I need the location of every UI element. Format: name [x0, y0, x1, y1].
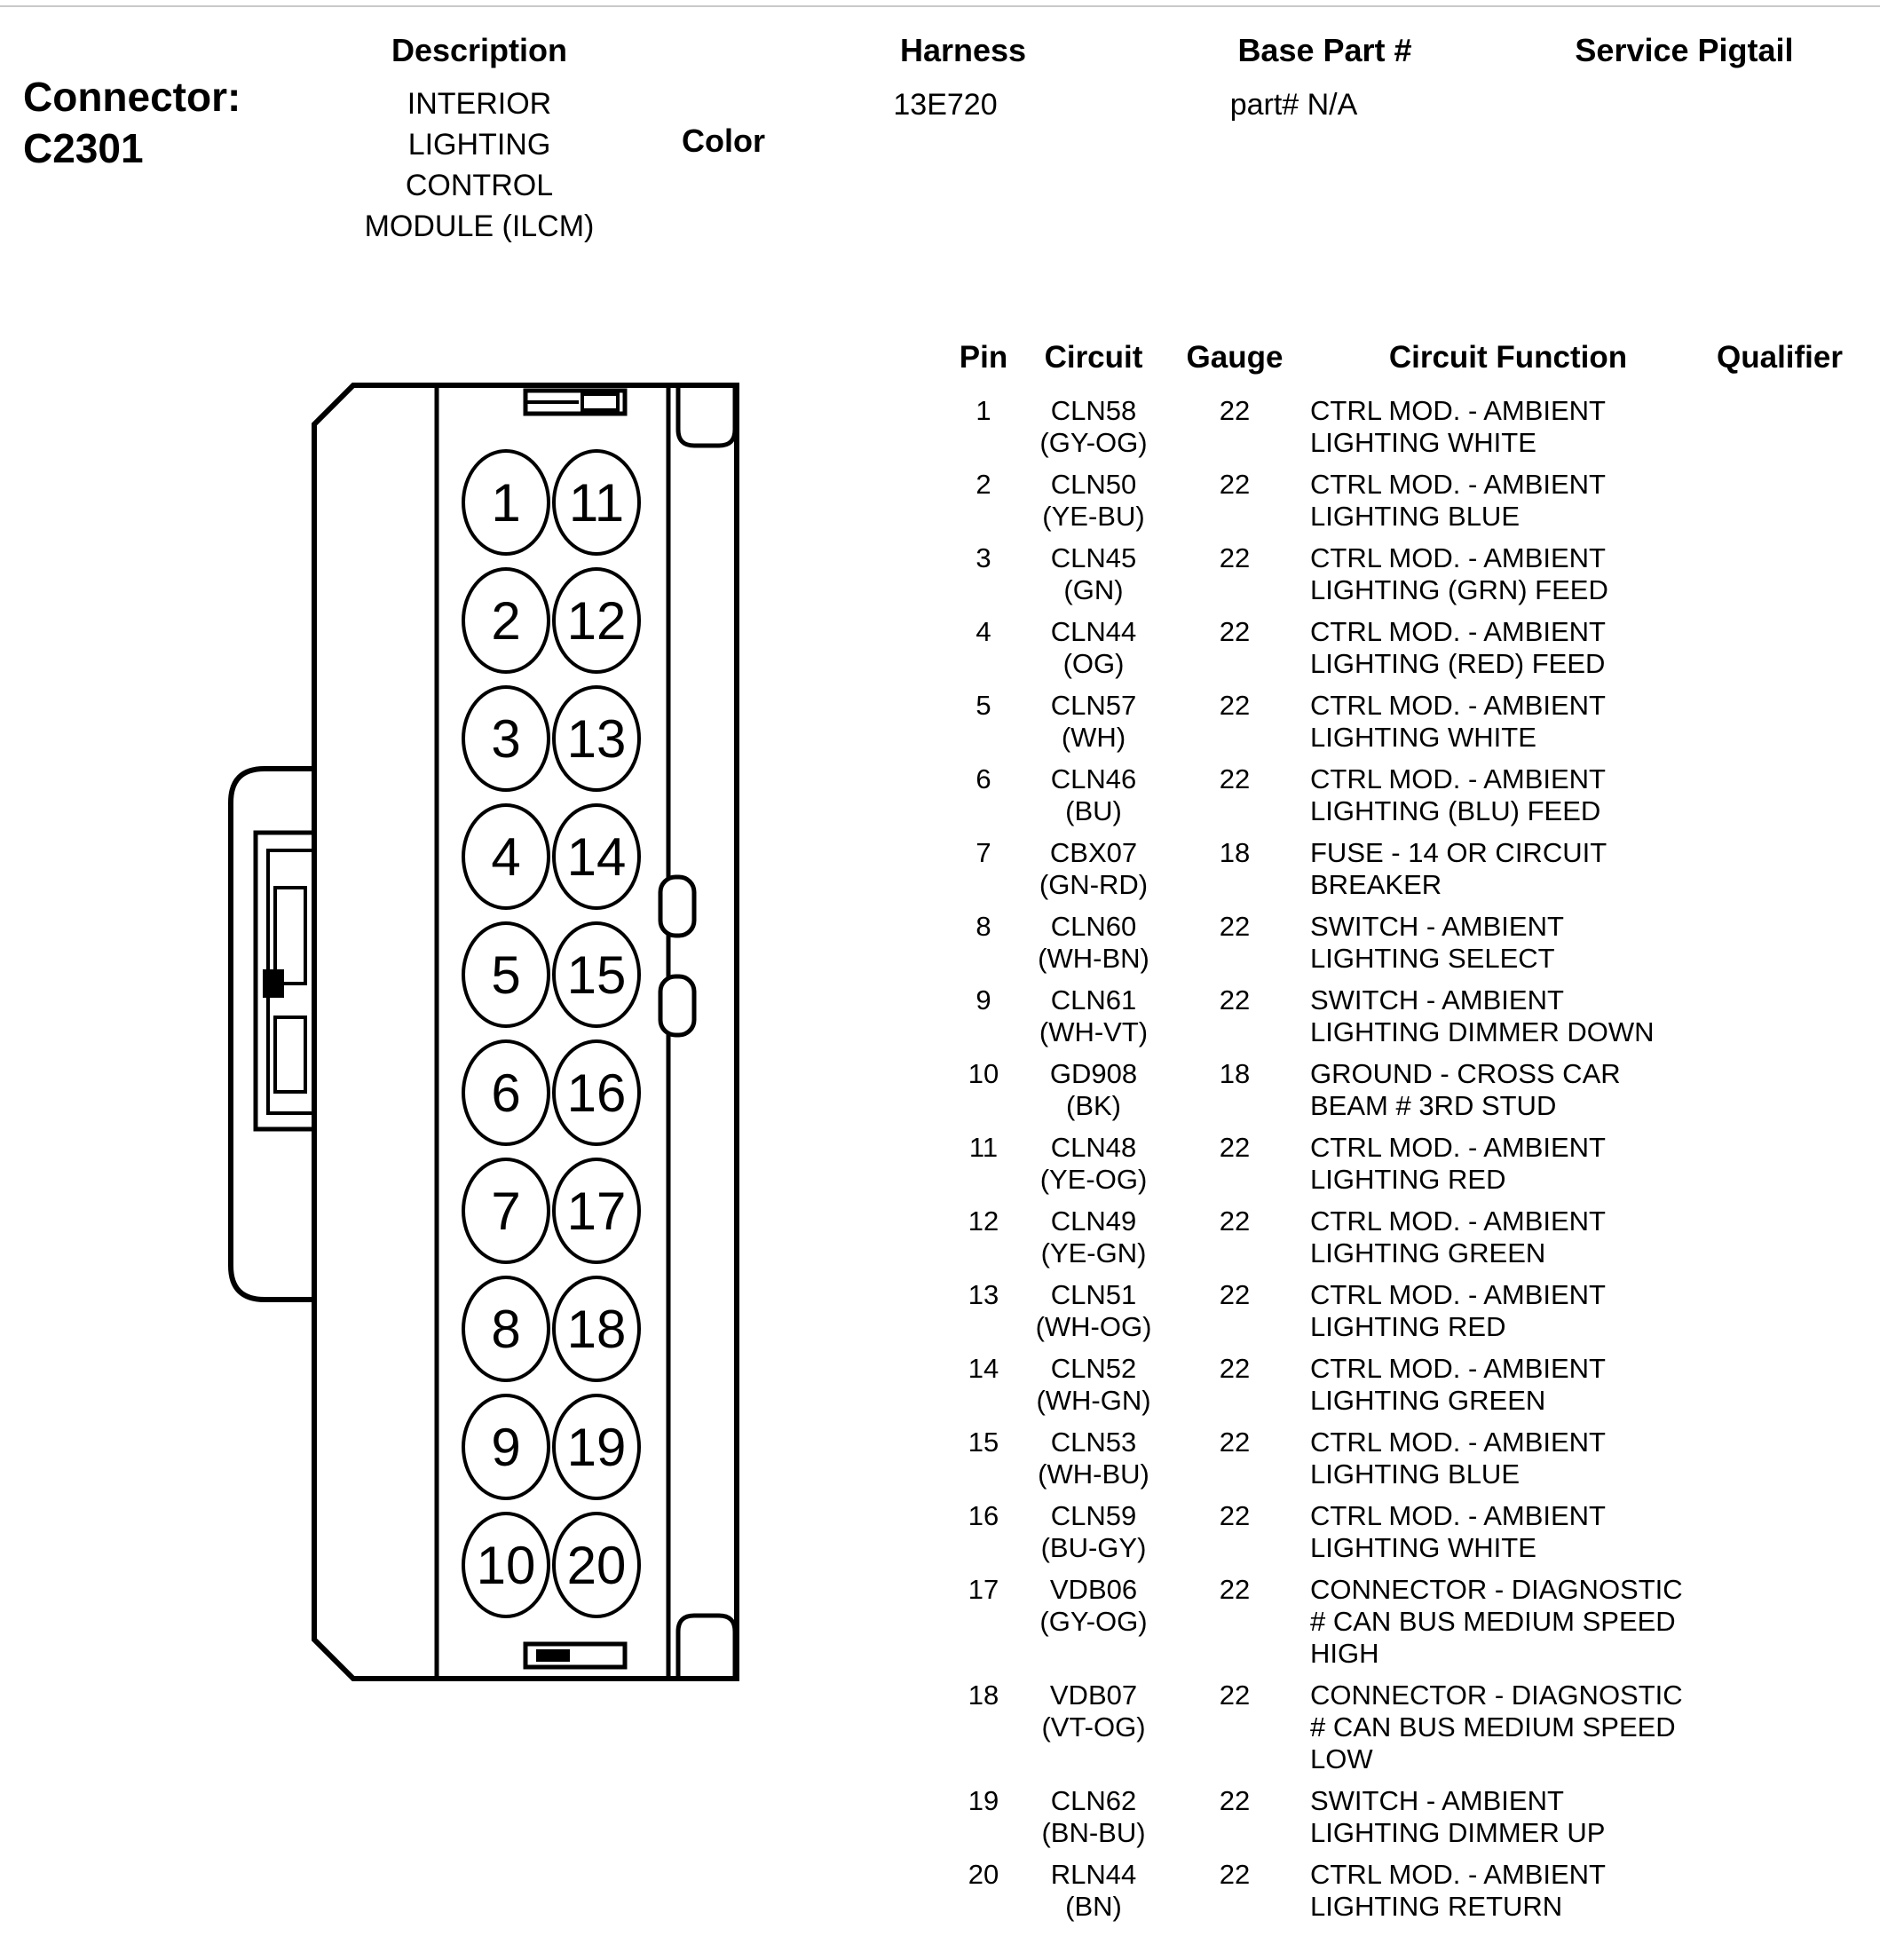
circuit-function-column-header: Circuit Function: [1388, 340, 1628, 375]
gauge-value: 22: [1219, 1279, 1251, 1310]
wire-color: (WH): [1061, 722, 1126, 753]
gauge-value: 22: [1219, 469, 1251, 500]
gauge-column-header: Gauge: [1186, 340, 1284, 375]
gauge-value: 22: [1219, 984, 1251, 1016]
circuit-cell: [1017, 616, 1170, 680]
circuit-function-cell: [1299, 1132, 1717, 1196]
pin-number: 6: [976, 763, 991, 794]
pin-number-label: 5: [491, 945, 521, 1005]
circuit-code: CLN52: [1050, 1353, 1137, 1384]
table-row: [950, 1353, 1846, 1427]
circuit-function-cell: [1299, 984, 1717, 1048]
wire-color: (YE-OG): [1039, 1164, 1148, 1195]
circuit-cell: [1017, 1500, 1170, 1564]
qualifier-value: [1717, 542, 1837, 606]
table-row: [950, 542, 1846, 616]
circuit-cell: [1017, 395, 1170, 459]
circuit-function-cell: [1299, 616, 1717, 680]
circuit-code: CLN62: [1050, 1785, 1137, 1816]
wire-color: (WH-VT): [1039, 1016, 1149, 1047]
circuit-function-cell: [1299, 469, 1717, 533]
harness-value: 13E720: [893, 88, 998, 122]
wire-color: (BN): [1065, 1891, 1122, 1922]
table-row: [950, 837, 1846, 911]
qualifier-value: [1717, 1058, 1837, 1122]
table-row: [950, 1500, 1846, 1574]
circuit-code: CLN58: [1050, 395, 1137, 426]
circuit-function-cell: [1299, 1279, 1717, 1343]
table-row: [950, 911, 1846, 984]
pin-number: 18: [968, 1679, 999, 1711]
circuit-code: CLN59: [1050, 1500, 1137, 1531]
circuit-cell: [1017, 984, 1170, 1048]
circuit-function-text: CTRL MOD. - AMBIENT LIGHTING BLUE: [1310, 469, 1606, 532]
circuit-cell: [1017, 1859, 1170, 1923]
table-row: [950, 1205, 1846, 1279]
gauge-value: 18: [1219, 837, 1251, 868]
pin-number-label: 1: [491, 473, 521, 533]
gauge-value: 22: [1219, 1427, 1251, 1458]
gauge-value: 22: [1219, 1353, 1251, 1384]
circuit-cell: [1017, 1427, 1170, 1490]
qualifier-value: [1717, 1279, 1837, 1343]
wire-color: (WH-OG): [1035, 1311, 1152, 1342]
pin-number-label: 8: [491, 1300, 521, 1359]
circuit-function-text: CTRL MOD. - AMBIENT LIGHTING RETURN: [1310, 1859, 1606, 1922]
wire-color: (YE-GN): [1040, 1237, 1147, 1268]
pin-number: 17: [968, 1574, 999, 1605]
circuit-function-cell: [1299, 1353, 1717, 1417]
wire-color: (GN-RD): [1039, 869, 1149, 900]
gauge-value: 22: [1219, 1859, 1251, 1890]
table-row: [950, 1785, 1846, 1859]
circuit-code: CBX07: [1049, 837, 1138, 868]
table-row: [950, 1859, 1846, 1932]
wire-color: (OG): [1062, 648, 1125, 679]
qualifier-value: [1717, 1679, 1837, 1775]
circuit-function-text: CTRL MOD. - AMBIENT LIGHTING WHITE: [1310, 690, 1606, 753]
circuit-code: CLN53: [1050, 1427, 1137, 1458]
gauge-value: 22: [1219, 690, 1251, 721]
connector-id: C2301: [23, 125, 144, 171]
gauge-value: 22: [1219, 616, 1251, 647]
circuit-cell: [1017, 1353, 1170, 1417]
pin-number: 20: [968, 1859, 999, 1890]
qualifier-value: [1717, 616, 1837, 680]
circuit-cell: [1017, 1785, 1170, 1849]
service-pigtail-column-header: Service Pigtail: [1575, 32, 1794, 68]
circuit-cell: [1017, 542, 1170, 606]
wire-color: (GY-OG): [1039, 427, 1148, 458]
circuit-code: GD908: [1049, 1058, 1138, 1089]
qualifier-value: [1717, 1859, 1837, 1923]
pin-number: 13: [968, 1279, 999, 1310]
circuit-function-text: CTRL MOD. - AMBIENT LIGHTING (BLU) FEED: [1310, 763, 1606, 826]
circuit-function-text: CTRL MOD. - AMBIENT LIGHTING BLUE: [1310, 1427, 1606, 1490]
circuit-function-cell: [1299, 395, 1717, 459]
table-row: [950, 616, 1846, 690]
pin-number-label: 10: [476, 1536, 536, 1595]
circuit-code: RLN44: [1050, 1859, 1137, 1890]
wire-color: (BU-GY): [1040, 1532, 1147, 1563]
circuit-function-cell: [1299, 542, 1717, 606]
wire-color: (WH-BU): [1038, 1458, 1149, 1490]
gauge-value: 22: [1219, 763, 1251, 794]
color-column-header: Color: [682, 122, 765, 159]
latch-window-lower: [275, 1017, 305, 1092]
bottom-tab-box: [536, 1649, 570, 1662]
pin-number: 10: [968, 1058, 999, 1089]
pin-number-label: 20: [566, 1536, 627, 1595]
wire-color: (VT-OG): [1041, 1711, 1146, 1743]
pin-number: 19: [968, 1785, 999, 1816]
pinout-table: [950, 340, 1846, 1932]
pin-number: 11: [968, 1132, 999, 1163]
circuit-function-text: SWITCH - AMBIENT LIGHTING DIMMER DOWN: [1310, 984, 1655, 1047]
circuit-code: CLN49: [1050, 1205, 1137, 1237]
gauge-value: 22: [1219, 1785, 1251, 1816]
pin-table-rows: [950, 395, 1846, 1932]
table-row: [950, 1058, 1846, 1132]
circuit-code: CLN45: [1050, 542, 1137, 573]
circuit-code: CLN48: [1050, 1132, 1137, 1163]
wire-color: (GN): [1063, 574, 1124, 605]
circuit-function-cell: [1299, 1574, 1717, 1670]
pin-number-label: 18: [566, 1300, 627, 1359]
circuit-function-text: CTRL MOD. - AMBIENT LIGHTING WHITE: [1310, 395, 1606, 458]
circuit-function-cell: [1299, 1058, 1717, 1122]
circuit-function-text: SWITCH - AMBIENT LIGHTING SELECT: [1310, 911, 1564, 974]
circuit-cell: [1017, 1058, 1170, 1122]
pin-number: 12: [968, 1205, 999, 1237]
circuit-function-text: CTRL MOD. - AMBIENT LIGHTING WHITE: [1310, 1500, 1606, 1563]
pin-number-label: 4: [491, 827, 521, 887]
pin-number-label: 14: [566, 827, 627, 887]
page-top-border: [0, 5, 1880, 7]
qualifier-value: [1717, 1132, 1837, 1196]
qualifier-value: [1717, 1500, 1837, 1564]
latch-catch: [263, 969, 284, 998]
gauge-value: 22: [1219, 1500, 1251, 1531]
circuit-function-cell: [1299, 837, 1717, 901]
gauge-value: 22: [1219, 911, 1251, 942]
pin-number: 5: [976, 690, 991, 721]
circuit-code: CLN60: [1050, 911, 1137, 942]
wire-color: (BK): [1066, 1090, 1121, 1121]
table-row: [950, 1679, 1846, 1785]
gauge-value: 18: [1219, 1058, 1251, 1089]
wire-color: (BU): [1065, 795, 1122, 826]
pin-number-label: 9: [491, 1418, 521, 1477]
circuit-cell: [1017, 690, 1170, 754]
pin-number-label: 7: [491, 1182, 521, 1241]
qualifier-value: [1717, 469, 1837, 533]
qualifier-value: [1717, 1427, 1837, 1490]
table-row: [950, 984, 1846, 1058]
circuit-cell: [1017, 1679, 1170, 1775]
pin-number-label: 19: [566, 1418, 627, 1477]
circuit-function-text: CTRL MOD. - AMBIENT LIGHTING GREEN: [1310, 1353, 1606, 1416]
latch-outline: [231, 769, 314, 1300]
table-row: [950, 469, 1846, 542]
circuit-function-cell: [1299, 763, 1717, 827]
circuit-code: CLN50: [1050, 469, 1137, 500]
circuit-code: CLN51: [1050, 1279, 1137, 1310]
pin-number: 2: [976, 469, 991, 500]
circuit-function-cell: [1299, 1427, 1717, 1490]
circuit-function-text: CTRL MOD. - AMBIENT LIGHTING RED: [1310, 1279, 1606, 1342]
pin-number: 4: [976, 616, 991, 647]
circuit-cell: [1017, 1132, 1170, 1196]
circuit-cell: [1017, 911, 1170, 975]
qualifier-column-header: Qualifier: [1717, 340, 1843, 375]
qualifier-value: [1717, 690, 1837, 754]
keying-bump-lower: [660, 976, 694, 1035]
circuit-function-text: CTRL MOD. - AMBIENT LIGHTING (RED) FEED: [1310, 616, 1606, 679]
circuit-cell: [1017, 469, 1170, 533]
connector-label: Connector:: [23, 74, 241, 120]
pin-number-label: 13: [566, 709, 627, 769]
table-row: [950, 690, 1846, 763]
pinout-table-header: [950, 340, 1846, 375]
gauge-value: 22: [1219, 542, 1251, 573]
pin-number-label: 2: [491, 591, 521, 651]
keying-bump-upper: [660, 877, 694, 936]
circuit-function-text: CONNECTOR - DIAGNOSTIC # CAN BUS MEDIUM SPEED HIGH: [1310, 1574, 1683, 1669]
pin-number-label: 11: [568, 473, 625, 533]
gauge-value: 22: [1219, 1679, 1251, 1711]
qualifier-value: [1717, 1785, 1837, 1849]
circuit-cell: [1017, 1205, 1170, 1269]
pin-number: 1: [976, 395, 991, 426]
circuit-cell: [1017, 837, 1170, 901]
qualifier-value: [1717, 395, 1837, 459]
pin-number: 15: [968, 1427, 999, 1458]
latch-window-upper: [275, 888, 305, 984]
circuit-function-cell: [1299, 1205, 1717, 1269]
description-value: INTERIOR LIGHTING CONTROL MODULE (ILCM): [364, 87, 595, 243]
gauge-value: 22: [1219, 1205, 1251, 1237]
wire-color: (WH-BN): [1038, 943, 1149, 974]
circuit-code: CLN57: [1050, 690, 1137, 721]
qualifier-value: [1717, 1205, 1837, 1269]
pin-number-label: 12: [566, 591, 627, 651]
qualifier-value: [1717, 1353, 1837, 1417]
table-row: [950, 1132, 1846, 1205]
circuit-function-cell: [1299, 1500, 1717, 1564]
pin-number-label: 6: [491, 1063, 521, 1123]
circuit-function-cell: [1299, 690, 1717, 754]
circuit-function-cell: [1299, 1785, 1717, 1849]
circuit-function-cell: [1299, 1679, 1717, 1775]
pin-number: 8: [976, 911, 991, 942]
pin-number: 16: [968, 1500, 999, 1531]
circuit-function-cell: [1299, 911, 1717, 975]
table-row: [950, 1279, 1846, 1353]
circuit-function-text: CTRL MOD. - AMBIENT LIGHTING GREEN: [1310, 1205, 1606, 1268]
circuit-code: CLN44: [1050, 616, 1137, 647]
base-part-column-header: Base Part #: [1237, 32, 1412, 68]
harness-column-header: Harness: [899, 32, 1027, 68]
pin-number: 14: [968, 1353, 999, 1384]
table-row: [950, 1427, 1846, 1500]
circuit-function-cell: [1299, 1859, 1717, 1923]
pin-number: 7: [976, 837, 991, 868]
circuit-code: VDB07: [1049, 1679, 1138, 1711]
description-column-header: Description: [391, 32, 568, 68]
pin-number: 3: [976, 542, 991, 573]
circuit-cell: [1017, 763, 1170, 827]
qualifier-value: [1717, 984, 1837, 1048]
circuit-code: CLN46: [1050, 763, 1137, 794]
wire-color: (WH-GN): [1036, 1385, 1151, 1416]
base-part-value: part# N/A: [1229, 88, 1358, 122]
circuit-function-text: CTRL MOD. - AMBIENT LIGHTING (GRN) FEED: [1310, 542, 1608, 605]
qualifier-value: [1717, 911, 1837, 975]
circuit-cell: [1017, 1574, 1170, 1670]
gauge-value: 22: [1219, 1574, 1251, 1605]
pin-number-label: 17: [566, 1182, 627, 1241]
circuit-function-text: CONNECTOR - DIAGNOSTIC # CAN BUS MEDIUM SPEED LOW: [1310, 1679, 1683, 1774]
circuit-function-text: GROUND - CROSS CAR BEAM # 3RD STUD: [1310, 1058, 1621, 1121]
gauge-value: 22: [1219, 1132, 1251, 1163]
gauge-value: 22: [1219, 395, 1251, 426]
circuit-function-text: SWITCH - AMBIENT LIGHTING DIMMER UP: [1310, 1785, 1606, 1848]
connector-title: [23, 71, 241, 174]
table-row: [950, 1574, 1846, 1679]
pin-number: 9: [976, 984, 991, 1016]
circuit-cell: [1017, 1279, 1170, 1343]
qualifier-value: [1717, 837, 1837, 901]
pin-number-label: 3: [491, 709, 521, 769]
table-row: [950, 395, 1846, 469]
wire-color: (GY-OG): [1039, 1606, 1148, 1637]
wire-color: (BN-BU): [1041, 1817, 1146, 1848]
connector-diagram: [213, 373, 754, 1695]
pin-column-header: Pin: [959, 340, 1008, 375]
circuit-function-text: FUSE - 14 OR CIRCUIT BREAKER: [1310, 837, 1607, 900]
circuit-column-header: Circuit: [1044, 340, 1143, 375]
qualifier-value: [1717, 1574, 1837, 1670]
wire-color: (YE-BU): [1042, 501, 1145, 532]
circuit-code: CLN61: [1050, 984, 1137, 1016]
pin-number-label: 15: [566, 945, 627, 1005]
qualifier-value: [1717, 763, 1837, 827]
pin-number-label: 16: [566, 1063, 627, 1123]
circuit-code: VDB06: [1049, 1574, 1138, 1605]
circuit-function-text: CTRL MOD. - AMBIENT LIGHTING RED: [1310, 1132, 1606, 1195]
table-row: [950, 763, 1846, 837]
